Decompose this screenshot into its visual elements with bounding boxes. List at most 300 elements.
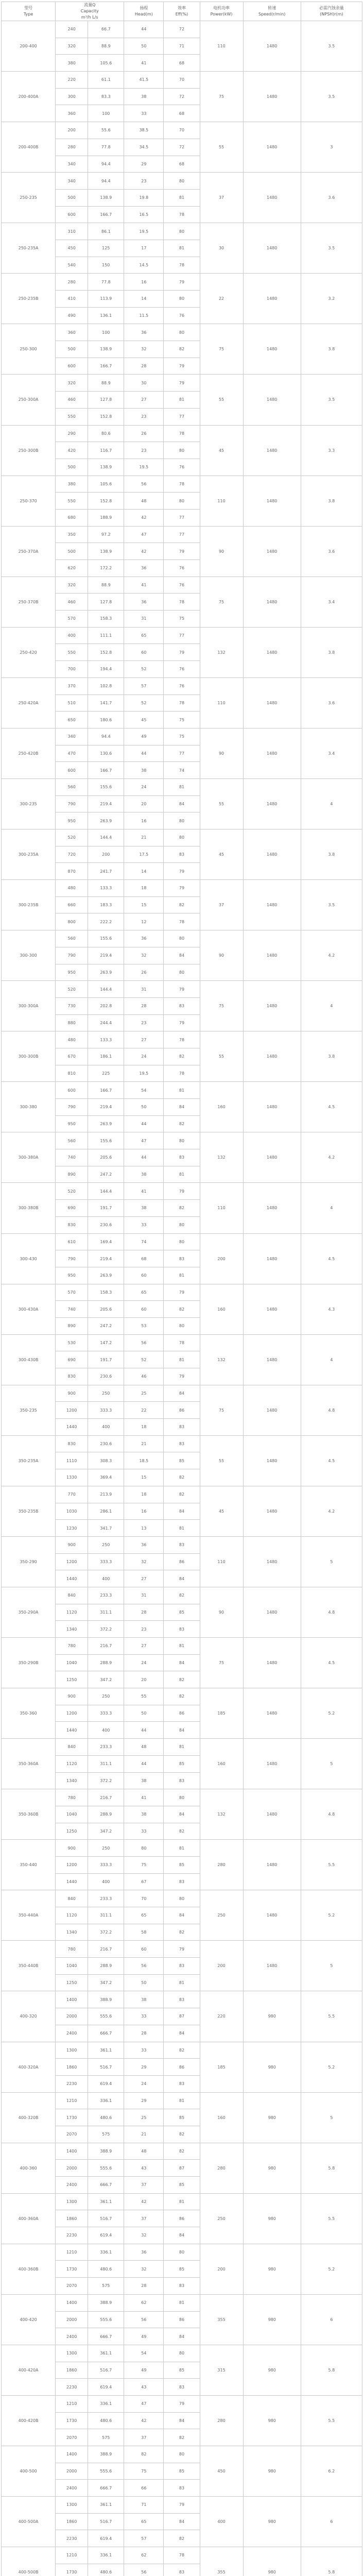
- model-cell: 400-320A: [2, 2042, 56, 2092]
- table-row: [2, 526, 362, 543]
- model-cell: 300-300: [2, 930, 56, 981]
- flow-m3h-cell: 790: [56, 1099, 88, 1116]
- efficiency-cell: 83: [164, 1991, 200, 2008]
- flow-m3h-cell: 1860: [56, 2210, 88, 2227]
- power-cell: 355: [200, 2547, 243, 2576]
- power-cell: 110: [200, 1183, 243, 1233]
- model-cell: 250-235A: [2, 223, 56, 274]
- efficiency-cell: 86: [164, 2059, 200, 2076]
- npsh-cell: 5.8: [301, 2143, 362, 2193]
- flow-ls-cell: 480.6: [88, 2261, 124, 2278]
- efficiency-cell: 83: [164, 1419, 200, 1436]
- efficiency-cell: 82: [164, 1115, 200, 1132]
- power-cell: 132: [200, 627, 243, 677]
- speed-cell: 980: [243, 2143, 301, 2193]
- flow-ls-cell: 219.4: [88, 795, 124, 812]
- efficiency-cell: 76: [164, 577, 200, 594]
- efficiency-cell: 78: [164, 2547, 200, 2564]
- table-row: [2, 223, 362, 240]
- speed-cell: 980: [243, 2193, 301, 2244]
- head-cell: 16.5: [124, 206, 164, 223]
- flow-m3h-cell: 740: [56, 1301, 88, 1318]
- flow-ls-cell: 141.7: [88, 694, 124, 711]
- efficiency-cell: 83: [164, 2480, 200, 2497]
- flow-m3h-cell: 320: [56, 375, 88, 392]
- efficiency-cell: 79: [164, 1368, 200, 1385]
- power-cell: 30: [200, 223, 243, 274]
- flow-m3h-cell: 1210: [56, 2244, 88, 2261]
- model-cell: 300-235A: [2, 829, 56, 880]
- flow-ls-cell: 480.6: [88, 2109, 124, 2126]
- table-row: [2, 1587, 362, 1604]
- head-cell: 32: [124, 2227, 164, 2244]
- model-cell: 300-235B: [2, 880, 56, 930]
- flow-m3h-cell: 690: [56, 1200, 88, 1217]
- flow-ls-cell: 361.1: [88, 2042, 124, 2059]
- head-cell: 43: [124, 2160, 164, 2177]
- head-cell: 28: [124, 1604, 164, 1621]
- head-cell: 37: [124, 2210, 164, 2227]
- table-row: [2, 728, 362, 745]
- flow-m3h-cell: 950: [56, 964, 88, 981]
- efficiency-cell: 82: [164, 2530, 200, 2547]
- header-model: 型号 Type: [2, 2, 56, 21]
- flow-m3h-cell: 540: [56, 257, 88, 274]
- flow-ls-cell: 347.2: [88, 1823, 124, 1840]
- head-cell: 16: [124, 1503, 164, 1520]
- table-row: [2, 375, 362, 392]
- model-cell: 350-235: [2, 1385, 56, 1435]
- flow-m3h-cell: 690: [56, 1351, 88, 1368]
- head-cell: 14: [124, 863, 164, 880]
- flow-ls-cell: 341.7: [88, 1520, 124, 1537]
- speed-cell: 1480: [243, 375, 301, 425]
- speed-cell: 1480: [243, 1840, 301, 1890]
- power-cell: 450: [200, 2446, 243, 2497]
- efficiency-cell: 82: [164, 1823, 200, 1840]
- head-cell: 60: [124, 644, 164, 661]
- head-cell: 52: [124, 1351, 164, 1368]
- head-cell: 41.5: [124, 72, 164, 89]
- head-cell: 24: [124, 1654, 164, 1671]
- flow-ls-cell: 86.1: [88, 223, 124, 240]
- npsh-cell: 4: [301, 1334, 362, 1385]
- table-row: [2, 2143, 362, 2160]
- efficiency-cell: 84: [164, 1722, 200, 1739]
- header-efficiency: 效率 Eff(%): [164, 2, 200, 21]
- head-cell: 33: [124, 2008, 164, 2025]
- efficiency-cell: 80: [164, 324, 200, 341]
- power-cell: 400: [200, 2497, 243, 2547]
- flow-ls-cell: 336.1: [88, 2395, 124, 2412]
- flow-ls-cell: 144.4: [88, 1183, 124, 1200]
- head-cell: 15: [124, 896, 164, 913]
- flow-m3h-cell: 400: [56, 627, 88, 644]
- npsh-cell: 5.8: [301, 2345, 362, 2395]
- table-row: [2, 981, 362, 998]
- head-cell: 60: [124, 1267, 164, 1284]
- head-cell: 56: [124, 2311, 164, 2328]
- head-cell: 36: [124, 324, 164, 341]
- efficiency-cell: 81: [164, 1351, 200, 1368]
- flow-m3h-cell: 600: [56, 762, 88, 779]
- head-cell: 26: [124, 425, 164, 442]
- flow-m3h-cell: 2230: [56, 2075, 88, 2092]
- flow-m3h-cell: 2230: [56, 2227, 88, 2244]
- flow-ls-cell: 230.6: [88, 1216, 124, 1233]
- efficiency-cell: 78: [164, 1334, 200, 1351]
- table-row: [2, 880, 362, 897]
- flow-m3h-cell: 1120: [56, 1755, 88, 1772]
- power-cell: 160: [200, 1082, 243, 1132]
- flow-m3h-cell: 350: [56, 526, 88, 543]
- npsh-cell: 6: [301, 2294, 362, 2345]
- table-row: [2, 1183, 362, 1200]
- model-cell: 400-360A: [2, 2193, 56, 2244]
- head-cell: 47: [124, 1132, 164, 1149]
- flow-m3h-cell: 560: [56, 778, 88, 795]
- flow-ls-cell: 666.7: [88, 2177, 124, 2194]
- flow-ls-cell: 116.7: [88, 442, 124, 459]
- efficiency-cell: 82: [164, 2143, 200, 2160]
- table-row: [2, 778, 362, 795]
- efficiency-cell: 78: [164, 1031, 200, 1048]
- power-cell: 37: [200, 880, 243, 930]
- flow-ls-cell: 333.3: [88, 1553, 124, 1570]
- flow-m3h-cell: 600: [56, 1082, 88, 1099]
- head-cell: 80: [124, 1840, 164, 1857]
- flow-m3h-cell: 2070: [56, 2126, 88, 2143]
- efficiency-cell: 80: [164, 964, 200, 981]
- flow-m3h-cell: 880: [56, 1014, 88, 1031]
- efficiency-cell: 83: [164, 1873, 200, 1890]
- head-cell: 36: [124, 594, 164, 611]
- efficiency-cell: 83: [164, 2278, 200, 2295]
- efficiency-cell: 81: [164, 778, 200, 795]
- flow-m3h-cell: 680: [56, 509, 88, 526]
- npsh-cell: 5.2: [301, 1688, 362, 1739]
- flow-ls-cell: 186.1: [88, 1048, 124, 1065]
- table-row: [2, 476, 362, 493]
- model-cell: 350-235A: [2, 1435, 56, 1486]
- power-cell: 75: [200, 577, 243, 627]
- head-cell: 56: [124, 2564, 164, 2576]
- head-cell: 20: [124, 1671, 164, 1688]
- table-row: [2, 1082, 362, 1099]
- speed-cell: 1480: [243, 1385, 301, 1435]
- efficiency-cell: 68: [164, 156, 200, 173]
- npsh-cell: 3.6: [301, 526, 362, 577]
- flow-m3h-cell: 1250: [56, 1671, 88, 1688]
- npsh-cell: 5.5: [301, 1840, 362, 1890]
- efficiency-cell: 81: [164, 1638, 200, 1655]
- flow-m3h-cell: 360: [56, 105, 88, 122]
- head-cell: 27: [124, 1570, 164, 1587]
- efficiency-cell: 84: [164, 2412, 200, 2429]
- flow-ls-cell: 55.6: [88, 122, 124, 139]
- speed-cell: 980: [243, 2294, 301, 2345]
- flow-m3h-cell: 2070: [56, 2429, 88, 2446]
- table-row: [2, 2547, 362, 2564]
- speed-cell: 1480: [243, 1284, 301, 1334]
- flow-ls-cell: 77.8: [88, 139, 124, 156]
- flow-m3h-cell: 380: [56, 55, 88, 72]
- flow-ls-cell: 138.9: [88, 459, 124, 476]
- head-cell: 38: [124, 762, 164, 779]
- flow-ls-cell: 333.3: [88, 1856, 124, 1873]
- speed-cell: 1480: [243, 223, 301, 274]
- speed-cell: 1480: [243, 1082, 301, 1132]
- head-cell: 30: [124, 375, 164, 392]
- head-cell: 50: [124, 1705, 164, 1722]
- efficiency-cell: 87: [164, 2008, 200, 2025]
- flow-m3h-cell: 670: [56, 1048, 88, 1065]
- head-cell: 60: [124, 1301, 164, 1318]
- head-cell: 34.5: [124, 139, 164, 156]
- flow-m3h-cell: 1120: [56, 1907, 88, 1924]
- speed-cell: 1480: [243, 778, 301, 829]
- power-cell: 55: [200, 122, 243, 173]
- head-cell: 56: [124, 1958, 164, 1975]
- head-cell: 52: [124, 661, 164, 678]
- flow-ls-cell: 147.2: [88, 1334, 124, 1351]
- speed-cell: 1480: [243, 930, 301, 981]
- head-cell: 23: [124, 408, 164, 425]
- efficiency-cell: 81: [164, 189, 200, 206]
- power-cell: 200: [200, 1941, 243, 1991]
- flow-m3h-cell: 790: [56, 795, 88, 812]
- model-cell: 250-235: [2, 173, 56, 223]
- flow-ls-cell: 88.9: [88, 577, 124, 594]
- head-cell: 65: [124, 627, 164, 644]
- flow-ls-cell: 216.7: [88, 1789, 124, 1806]
- head-cell: 38: [124, 1200, 164, 1217]
- flow-ls-cell: 158.3: [88, 1284, 124, 1301]
- head-cell: 65: [124, 1907, 164, 1924]
- efficiency-cell: 76: [164, 560, 200, 577]
- flow-ls-cell: 88.9: [88, 38, 124, 55]
- model-cell: 400-500B: [2, 2547, 56, 2576]
- flow-ls-cell: 619.4: [88, 2227, 124, 2244]
- head-cell: 48: [124, 1739, 164, 1756]
- npsh-cell: 4.8: [301, 1385, 362, 1435]
- flow-ls-cell: 372.2: [88, 1924, 124, 1941]
- efficiency-cell: 80: [164, 291, 200, 308]
- flow-ls-cell: 233.3: [88, 1890, 124, 1907]
- model-cell: 250-370A: [2, 526, 56, 577]
- flow-m3h-cell: 790: [56, 1250, 88, 1267]
- speed-cell: 1480: [243, 1890, 301, 1941]
- efficiency-cell: 85: [164, 2463, 200, 2480]
- speed-cell: 1480: [243, 1435, 301, 1486]
- efficiency-cell: 80: [164, 173, 200, 190]
- flow-ls-cell: 516.7: [88, 2210, 124, 2227]
- head-cell: 32: [124, 1553, 164, 1570]
- table-row: [2, 324, 362, 341]
- efficiency-cell: 79: [164, 274, 200, 291]
- efficiency-cell: 81: [164, 1739, 200, 1756]
- power-cell: 55: [200, 1031, 243, 1082]
- flow-ls-cell: 144.4: [88, 829, 124, 846]
- flow-m3h-cell: 2070: [56, 2278, 88, 2295]
- npsh-cell: 3.6: [301, 173, 362, 223]
- flow-ls-cell: 361.1: [88, 2345, 124, 2362]
- flow-ls-cell: 94.4: [88, 173, 124, 190]
- flow-ls-cell: 191.7: [88, 1351, 124, 1368]
- efficiency-cell: 83: [164, 846, 200, 863]
- model-cell: 350-440A: [2, 1890, 56, 1941]
- flow-ls-cell: 400: [88, 1419, 124, 1436]
- head-cell: 49: [124, 2362, 164, 2379]
- speed-cell: 1480: [243, 1638, 301, 1688]
- flow-m3h-cell: 1200: [56, 1553, 88, 1570]
- head-cell: 36: [124, 2244, 164, 2261]
- flow-m3h-cell: 2230: [56, 2379, 88, 2396]
- efficiency-cell: 78: [164, 913, 200, 930]
- flow-m3h-cell: 200: [56, 122, 88, 139]
- flow-m3h-cell: 570: [56, 1284, 88, 1301]
- table-row: [2, 1233, 362, 1250]
- speed-cell: 1480: [243, 1789, 301, 1840]
- header-npsh: 必需汽蚀余量 (NPSH)r(m): [301, 2, 362, 21]
- efficiency-cell: 78: [164, 206, 200, 223]
- efficiency-cell: 84: [164, 1570, 200, 1587]
- speed-cell: 980: [243, 2446, 301, 2497]
- npsh-cell: 5.2: [301, 1890, 362, 1941]
- model-cell: 200-400: [2, 21, 56, 72]
- head-cell: 37: [124, 2429, 164, 2446]
- flow-m3h-cell: 1860: [56, 2362, 88, 2379]
- flow-ls-cell: 247.2: [88, 1317, 124, 1334]
- efficiency-cell: 81: [164, 1974, 200, 1991]
- efficiency-cell: 86: [164, 1553, 200, 1570]
- efficiency-cell: 81: [164, 2193, 200, 2210]
- flow-m3h-cell: 550: [56, 493, 88, 510]
- flow-m3h-cell: 340: [56, 728, 88, 745]
- npsh-cell: 3.8: [301, 1031, 362, 1082]
- speed-cell: 1480: [243, 72, 301, 122]
- model-cell: 400-500: [2, 2446, 56, 2497]
- flow-ls-cell: 102.8: [88, 677, 124, 694]
- head-cell: 23: [124, 1621, 164, 1638]
- power-cell: 280: [200, 2143, 243, 2193]
- efficiency-cell: 80: [164, 2345, 200, 2362]
- speed-cell: 1480: [243, 577, 301, 627]
- npsh-cell: 4.5: [301, 1638, 362, 1688]
- head-cell: 22: [124, 1402, 164, 1419]
- flow-ls-cell: 202.8: [88, 997, 124, 1014]
- head-cell: 36: [124, 930, 164, 947]
- head-cell: 23: [124, 442, 164, 459]
- speed-cell: 1480: [243, 829, 301, 880]
- table-row: [2, 577, 362, 594]
- flow-ls-cell: 555.6: [88, 2311, 124, 2328]
- head-cell: 28: [124, 997, 164, 1014]
- flow-m3h-cell: 1400: [56, 2294, 88, 2311]
- flow-ls-cell: 311.1: [88, 1755, 124, 1772]
- efficiency-cell: 77: [164, 509, 200, 526]
- flow-m3h-cell: 1440: [56, 1873, 88, 1890]
- efficiency-cell: 85: [164, 1604, 200, 1621]
- power-cell: 37: [200, 173, 243, 223]
- flow-m3h-cell: 2400: [56, 2177, 88, 2194]
- flow-m3h-cell: 1730: [56, 2412, 88, 2429]
- head-cell: 52: [124, 694, 164, 711]
- flow-ls-cell: 555.6: [88, 2008, 124, 2025]
- efficiency-cell: 80: [164, 493, 200, 510]
- head-cell: 60: [124, 1941, 164, 1958]
- flow-m3h-cell: 220: [56, 72, 88, 89]
- flow-ls-cell: 219.4: [88, 1250, 124, 1267]
- head-cell: 27: [124, 392, 164, 409]
- speed-cell: 1480: [243, 981, 301, 1031]
- efficiency-cell: 86: [164, 2210, 200, 2227]
- npsh-cell: 5: [301, 1739, 362, 1789]
- efficiency-cell: 82: [164, 1924, 200, 1941]
- head-cell: 21: [124, 2126, 164, 2143]
- head-cell: 17.5: [124, 846, 164, 863]
- flow-m3h-cell: 1300: [56, 2193, 88, 2210]
- flow-ls-cell: 311.1: [88, 1604, 124, 1621]
- flow-m3h-cell: 900: [56, 1840, 88, 1857]
- flow-m3h-cell: 490: [56, 307, 88, 324]
- head-cell: 37: [124, 2177, 164, 2194]
- speed-cell: 980: [243, 2092, 301, 2143]
- flow-ls-cell: 133.3: [88, 1031, 124, 1048]
- header-power: 电机功率 Power(kW): [200, 2, 243, 21]
- flow-m3h-cell: 520: [56, 981, 88, 998]
- npsh-cell: 3.4: [301, 728, 362, 778]
- npsh-cell: 5.8: [301, 2547, 362, 2576]
- npsh-cell: 3.5: [301, 880, 362, 930]
- table-row: [2, 2497, 362, 2514]
- flow-ls-cell: 230.6: [88, 1368, 124, 1385]
- power-cell: 75: [200, 324, 243, 375]
- npsh-cell: 3.3: [301, 425, 362, 476]
- head-cell: 25: [124, 2109, 164, 2126]
- flow-ls-cell: 400: [88, 1570, 124, 1587]
- flow-m3h-cell: 460: [56, 594, 88, 611]
- flow-ls-cell: 388.9: [88, 2446, 124, 2463]
- table-row: [2, 930, 362, 947]
- flow-ls-cell: 105.6: [88, 476, 124, 493]
- efficiency-cell: 79: [164, 1284, 200, 1301]
- npsh-cell: 4: [301, 778, 362, 829]
- efficiency-cell: 79: [164, 1183, 200, 1200]
- flow-m3h-cell: 380: [56, 476, 88, 493]
- efficiency-cell: 79: [164, 2395, 200, 2412]
- efficiency-cell: 84: [164, 1099, 200, 1116]
- flow-m3h-cell: 320: [56, 38, 88, 55]
- head-cell: 56: [124, 476, 164, 493]
- flow-m3h-cell: 2400: [56, 2025, 88, 2042]
- efficiency-cell: 83: [164, 1621, 200, 1638]
- flow-ls-cell: 222.2: [88, 913, 124, 930]
- model-cell: 400-320B: [2, 2092, 56, 2143]
- efficiency-cell: 81: [164, 1166, 200, 1183]
- model-cell: 350-360B: [2, 1789, 56, 1840]
- flow-ls-cell: 575: [88, 2429, 124, 2446]
- table-row: [2, 829, 362, 846]
- model-cell: 400-360B: [2, 2244, 56, 2294]
- table-row: [2, 677, 362, 694]
- flow-m3h-cell: 510: [56, 694, 88, 711]
- flow-ls-cell: 155.6: [88, 930, 124, 947]
- flow-ls-cell: 100: [88, 324, 124, 341]
- flow-ls-cell: 555.6: [88, 2463, 124, 2480]
- flow-ls-cell: 216.7: [88, 1638, 124, 1655]
- flow-ls-cell: 250: [88, 1385, 124, 1402]
